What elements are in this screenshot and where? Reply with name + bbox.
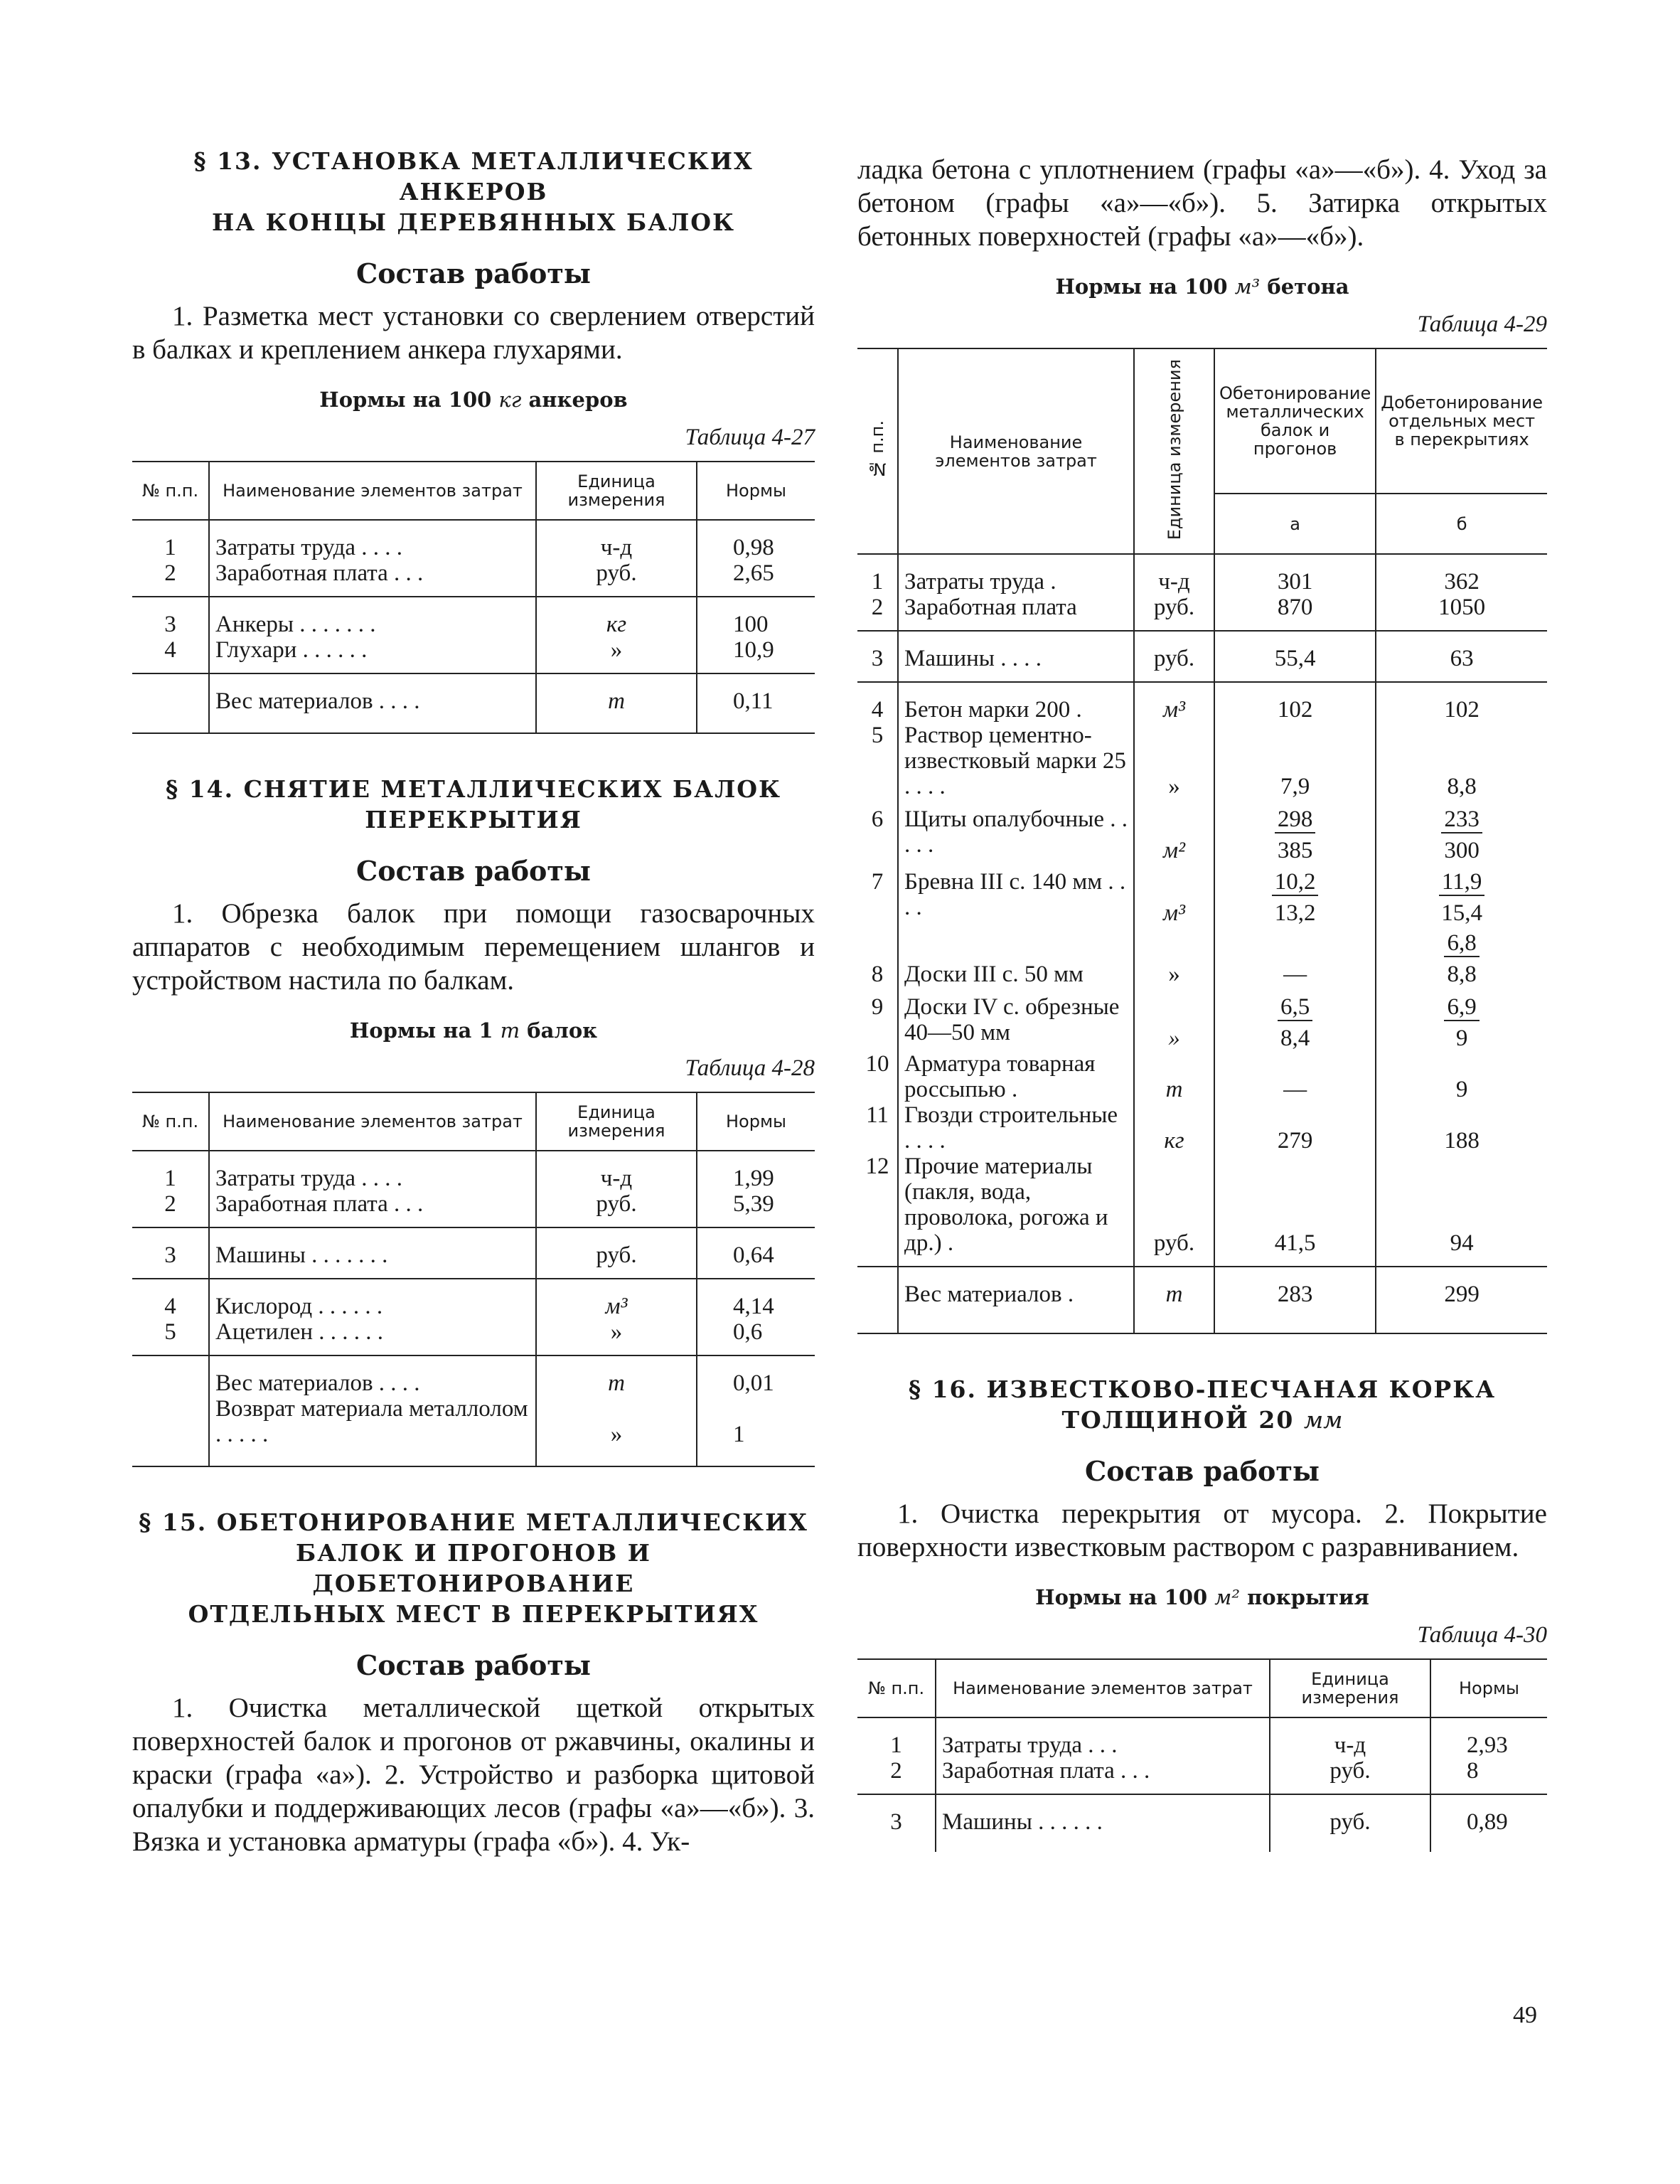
header-norms: Нормы <box>697 462 815 520</box>
row-number: 1 <box>164 1166 176 1191</box>
row-name: Заработная плата . . . <box>936 1758 1270 1794</box>
row-number: 5 <box>871 723 884 749</box>
section-14-norms-heading <box>132 1018 815 1043</box>
row-name: Машины . . . . <box>898 631 1134 682</box>
row-name: Затраты труда . . . . <box>209 520 536 560</box>
row-number: 2 <box>132 1191 209 1227</box>
fraction-top: 6,5 <box>1278 994 1312 1021</box>
table-row <box>857 1102 1547 1154</box>
row-number <box>857 1267 898 1333</box>
header-column-b: б <box>1376 494 1547 554</box>
row-name: Ацетилен . . . . . . <box>209 1319 536 1355</box>
row-name: Машины . . . . . . . <box>209 1227 536 1279</box>
row-unit: руб. <box>536 1191 697 1227</box>
section-14-title <box>132 774 815 835</box>
row-name: Машины . . . . . . <box>936 1794 1270 1852</box>
fraction-top: 233 <box>1441 806 1482 833</box>
table-row <box>132 597 815 637</box>
table-4-28 <box>132 1092 815 1467</box>
section-15-subtitle: Состав работы <box>355 1649 592 1681</box>
row-value-b: 94 <box>1376 1154 1547 1267</box>
row-unit: руб. <box>1134 631 1214 682</box>
header-norms: Нормы <box>1430 1659 1547 1717</box>
table-row <box>857 926 1547 987</box>
table-row <box>132 520 815 560</box>
row-value-b <box>1376 863 1547 926</box>
fraction-bottom: 15,4 <box>1441 900 1482 927</box>
header-unit <box>1134 348 1214 554</box>
fraction <box>1439 869 1485 926</box>
row-unit: » <box>536 1319 697 1355</box>
row-value-a: 55,4 <box>1214 631 1376 682</box>
row-name: Бетон марки 200 . <box>898 682 1134 723</box>
row-unit: » <box>1134 987 1214 1051</box>
row-unit: » <box>536 637 697 673</box>
row-unit: т <box>1134 1267 1214 1333</box>
row-value-b <box>1376 926 1547 987</box>
row-number: 6 <box>871 806 884 833</box>
fraction <box>1278 994 1312 1051</box>
row-name: Затраты труда . . . . <box>209 1151 536 1191</box>
row-unit: ч-д <box>536 520 697 560</box>
row-number: 1 <box>871 569 884 595</box>
row-number: 9 <box>871 994 884 1021</box>
table-row <box>857 554 1547 595</box>
row-unit: » <box>1134 723 1214 799</box>
left-column <box>132 146 815 1880</box>
table-row <box>857 723 1547 799</box>
section-14-title-line: ПЕРЕКРЫТИЯ <box>365 806 582 833</box>
row-number: 3 <box>890 1809 902 1836</box>
header-number: № п.п. <box>132 462 209 520</box>
row-value-a: 301 <box>1214 554 1376 595</box>
row-name: Заработная плата . . . <box>209 560 536 597</box>
row-value: 100 <box>697 597 815 637</box>
table-4-27 <box>132 461 815 734</box>
row-name: Раствор цементно-известковый марки 25 . . . . <box>898 723 1134 799</box>
row-unit: т <box>536 1355 697 1396</box>
fraction-bottom: 300 <box>1444 838 1480 864</box>
row-unit: » <box>1134 926 1214 987</box>
section-14-text: 1. Обрезка балок при помощи газосварочных аппаратов с необходимым перемещением шлангов и устройством настила по балкам. <box>132 898 815 996</box>
norms-suffix: покрытия <box>1239 1585 1369 1610</box>
table-row <box>857 863 1547 926</box>
row-value-a: — <box>1214 1051 1376 1102</box>
norms-prefix: Нормы на 100 <box>319 388 499 412</box>
table-row <box>132 1355 815 1396</box>
row-value-a: 41,5 <box>1214 1154 1376 1267</box>
row-name: Глухари . . . . . . <box>209 637 536 673</box>
header-unit-text: Единица измерения <box>1164 359 1184 540</box>
norms-prefix: Нормы на 1 <box>349 1018 501 1043</box>
row-value: 10,9 <box>697 637 815 673</box>
section-15-text-continued: ладка бетона с уплотнением (графы «а»—«б»). 4. Уход за бетоном (графы «а»—«б»). 5. Затирка открытых бетонных поверхностей (графы «а»—«б»). <box>857 154 1547 252</box>
section-13-title-line: НА КОНЦЫ ДЕРЕВЯННЫХ БАЛОК <box>211 208 736 236</box>
header-unit: Единица измерения <box>536 1092 697 1151</box>
row-unit: ч-д <box>1134 554 1214 595</box>
row-number: 7 <box>871 869 884 895</box>
header-name: Наименование элементов затрат <box>936 1659 1270 1717</box>
section-13-norms-heading <box>132 388 815 412</box>
table-row <box>857 1154 1547 1267</box>
norms-unit: м² <box>1214 1585 1240 1610</box>
header-number: № п.п. <box>857 1659 936 1717</box>
row-name: Гвозди строительные . . . . <box>898 1102 1134 1154</box>
row-value: 0,6 <box>697 1319 815 1355</box>
row-name: Кислород . . . . . . <box>209 1279 536 1319</box>
row-unit: ч-д <box>536 1151 697 1191</box>
header-unit: Единица измерения <box>1270 1659 1430 1717</box>
row-unit: т <box>536 673 697 733</box>
row-value-b: 1050 <box>1376 595 1547 631</box>
section-15-text-start: 1. Очистка металлической щеткой открытых поверхностей балок и прогонов от ржавчины, окалины и краски (графа «а»). 2. Устройство и разборка щитовой опалубки и поддерживающих лесов (графы «а»—«б»). 3. Вязка и установка арматуры (графа «б»). 4. Ук- <box>132 1693 815 1857</box>
row-name: Вес материалов . . . . <box>209 1355 536 1396</box>
row-value: 0,01 <box>697 1355 815 1396</box>
row-unit: т <box>1134 1051 1214 1102</box>
row-name: Вес материалов . <box>898 1267 1134 1333</box>
section-15-norms-heading <box>857 275 1547 299</box>
section-14-title-line: § 14. СНЯТИЕ МЕТАЛЛИЧЕСКИХ БАЛОК <box>165 775 782 803</box>
row-unit: м³ <box>536 1279 697 1319</box>
row-number: 5 <box>132 1319 209 1355</box>
row-number: 1 <box>890 1732 902 1759</box>
norms-prefix: Нормы на 100 <box>1035 1585 1215 1610</box>
row-name: Заработная плата <box>898 595 1134 631</box>
fraction-top: 6,8 <box>1444 930 1479 957</box>
table-row <box>132 1279 815 1319</box>
table-4-29 <box>857 348 1547 1334</box>
header-number: № п.п. <box>132 1092 209 1151</box>
norms-unit: м³ <box>1234 275 1261 299</box>
row-value: 0,64 <box>697 1227 815 1279</box>
row-value-b: 8,8 <box>1376 723 1547 799</box>
table-4-27-caption: Таблица 4-27 <box>685 425 815 450</box>
row-number: 4 <box>132 637 209 673</box>
row-number: 2 <box>857 595 898 631</box>
fraction <box>1272 869 1319 926</box>
table-4-29-caption: Таблица 4-29 <box>1417 311 1547 337</box>
row-value-a: 102 <box>1214 682 1376 723</box>
section-13-title-line: § 13. УСТАНОВКА МЕТАЛЛИЧЕСКИХ АНКЕРОВ <box>193 147 754 206</box>
row-name: Бревна III с. 140 мм . . . . <box>898 863 1134 926</box>
section-14-subtitle: Состав работы <box>355 855 592 887</box>
table-row <box>132 1319 815 1355</box>
table-row <box>132 1151 815 1191</box>
norms-unit: т <box>500 1018 520 1043</box>
row-value-b: 188 <box>1376 1102 1547 1154</box>
table-row <box>857 799 1547 863</box>
norms-suffix: балок <box>520 1018 598 1043</box>
section-16-text: 1. Очистка перекрытия от мусора. 2. Покрытие поверхности известковым раствором с разравниванием. <box>857 1498 1547 1563</box>
norms-suffix: анкеров <box>521 388 628 412</box>
row-value: 1 <box>697 1396 815 1466</box>
table-row <box>857 631 1547 682</box>
row-number <box>132 1355 209 1396</box>
section-15-title <box>132 1507 815 1629</box>
row-value-a <box>1214 863 1376 926</box>
header-number <box>857 348 898 554</box>
row-name: Затраты труда . <box>898 554 1134 595</box>
row-value: 8 <box>1430 1758 1547 1794</box>
row-unit: » <box>536 1396 697 1466</box>
row-value-b: 63 <box>1376 631 1547 682</box>
row-number: 4 <box>164 1294 176 1319</box>
section-13-title <box>132 146 815 238</box>
section-16-title <box>857 1374 1547 1435</box>
row-value-b <box>1376 799 1547 863</box>
row-value-a <box>1214 799 1376 863</box>
norms-suffix: бетона <box>1260 275 1349 299</box>
section-13-text: 1. Разметка мест установки со сверлением отверстий в балках и креплением анкера глухарями. <box>132 301 815 365</box>
header-column-a-title: Обетонирование металлических балок и прогонов <box>1214 348 1376 494</box>
row-unit: руб. <box>536 560 697 597</box>
row-value-a: 279 <box>1214 1102 1376 1154</box>
section-15-title-line: БАЛОК И ПРОГОНОВ И ДОБЕТОНИРОВАНИЕ <box>296 1539 651 1597</box>
table-row <box>857 595 1547 631</box>
row-number: 3 <box>132 1227 209 1279</box>
header-unit: Единица измерения <box>536 462 697 520</box>
fraction-bottom: 13,2 <box>1274 900 1316 927</box>
fraction-top: 10,2 <box>1272 869 1319 896</box>
fraction <box>1444 930 1479 987</box>
page-number: 49 <box>1513 2002 1537 2028</box>
row-value-b <box>1376 987 1547 1051</box>
table-row <box>857 1794 1547 1852</box>
fraction-bottom: 8,4 <box>1280 1026 1310 1052</box>
fraction-top: 11,9 <box>1439 869 1485 896</box>
section-16-norms-heading <box>857 1585 1547 1609</box>
table-row <box>132 1396 815 1466</box>
table-row <box>857 1267 1547 1333</box>
header-norms: Нормы <box>697 1092 815 1151</box>
table-row <box>857 682 1547 723</box>
row-name: Щиты опалубочные . . . . . <box>898 799 1134 863</box>
row-value-a: 7,9 <box>1214 723 1376 799</box>
fraction <box>1275 806 1316 863</box>
fraction-bottom: 9 <box>1455 1026 1468 1052</box>
row-number: 10 <box>865 1051 889 1077</box>
row-unit: ч-д <box>1270 1717 1430 1758</box>
row-value: 0,89 <box>1430 1794 1547 1852</box>
row-unit: руб. <box>1134 1154 1214 1267</box>
row-name: Заработная плата . . . <box>209 1191 536 1227</box>
row-unit: кг <box>1134 1102 1214 1154</box>
table-row <box>857 1717 1547 1758</box>
row-name: Доски III с. 50 мм <box>898 926 1134 987</box>
row-name: Прочие материалы (пакля, вода, проволока, рогожа и др.) . <box>898 1154 1134 1267</box>
table-row <box>132 1227 815 1279</box>
table-4-30 <box>857 1658 1547 1852</box>
row-number: 4 <box>871 697 884 723</box>
fraction <box>1444 994 1479 1051</box>
header-column-a: а <box>1214 494 1376 554</box>
row-value: 0,11 <box>697 673 815 733</box>
table-row <box>857 987 1547 1051</box>
norms-prefix: Нормы на 100 <box>1055 275 1235 299</box>
row-name: Вес материалов . . . . <box>209 673 536 733</box>
fraction <box>1441 806 1482 863</box>
section-16-title-line <box>857 1405 1547 1435</box>
row-name: Арматура товарная россыпью . <box>898 1051 1134 1102</box>
row-value-b: 362 <box>1376 554 1547 595</box>
row-name: Затраты труда . . . <box>936 1717 1270 1758</box>
row-number: 3 <box>164 612 176 637</box>
row-unit: кг <box>536 597 697 637</box>
header-name: Наименование элементов затрат <box>209 462 536 520</box>
row-number: 3 <box>857 631 898 682</box>
header-name: Наименование элементов затрат <box>898 348 1134 554</box>
table-row <box>132 1191 815 1227</box>
header-name: Наименование элементов затрат <box>209 1092 536 1151</box>
row-name: Возврат материала металлолом . . . . . <box>209 1396 536 1466</box>
row-value-a: 283 <box>1214 1267 1376 1333</box>
right-column <box>857 153 1547 1892</box>
row-value: 2,93 <box>1430 1717 1547 1758</box>
row-number: 2 <box>132 560 209 597</box>
table-row <box>132 560 815 597</box>
row-unit: м³ <box>1134 682 1214 723</box>
section-16-title-text: ТОЛЩИНОЙ 20 <box>1061 1406 1295 1434</box>
row-number: 2 <box>857 1758 936 1794</box>
table-row <box>857 1758 1547 1794</box>
row-unit: руб. <box>536 1227 697 1279</box>
fraction-bottom: 385 <box>1277 838 1313 864</box>
row-name: Анкеры . . . . . . . <box>209 597 536 637</box>
row-value-a: — <box>1214 926 1376 987</box>
section-13-subtitle: Состав работы <box>355 257 592 289</box>
table-4-28-caption: Таблица 4-28 <box>685 1055 815 1081</box>
row-unit: м² <box>1134 799 1214 863</box>
row-value: 5,39 <box>697 1191 815 1227</box>
row-value: 1,99 <box>697 1151 815 1191</box>
row-number <box>132 1396 209 1466</box>
section-16-title-line: § 16. ИЗВЕСТКОВО-ПЕСЧАНАЯ КОРКА <box>908 1375 1497 1404</box>
section-15-title-line: § 15. ОБЕТОНИРОВАНИЕ МЕТАЛЛИЧЕСКИХ <box>139 1508 808 1536</box>
table-row <box>132 637 815 673</box>
header-column-b-title: Добетонирование отдельных мест в перекрытиях <box>1376 348 1547 494</box>
row-unit: руб. <box>1134 595 1214 631</box>
table-row <box>857 1051 1547 1102</box>
row-value-a <box>1214 987 1376 1051</box>
table-4-30-caption: Таблица 4-30 <box>1417 1622 1547 1648</box>
fraction-bottom: 8,8 <box>1447 962 1477 988</box>
row-value-b: 102 <box>1376 682 1547 723</box>
row-number: 11 <box>866 1102 889 1129</box>
row-value: 4,14 <box>697 1279 815 1319</box>
norms-unit: кг <box>498 388 522 412</box>
row-number: 8 <box>871 962 884 988</box>
row-unit: руб. <box>1270 1758 1430 1794</box>
row-unit: руб. <box>1270 1794 1430 1852</box>
row-value: 2,65 <box>697 560 815 597</box>
section-16-title-unit: мм <box>1303 1406 1343 1434</box>
section-16-subtitle: Состав работы <box>1084 1455 1320 1488</box>
row-number <box>132 673 209 733</box>
fraction-top: 6,9 <box>1444 994 1479 1021</box>
header-number-text: № п.п. <box>867 420 888 479</box>
section-15-title-line: ОТДЕЛЬНЫХ МЕСТ В ПЕРЕКРЫТИЯХ <box>188 1600 759 1628</box>
row-value-a: 870 <box>1214 595 1376 631</box>
row-number: 1 <box>164 535 176 560</box>
table-row <box>132 673 815 733</box>
row-number: 12 <box>857 1154 898 1267</box>
fraction-top: 298 <box>1275 806 1316 833</box>
row-name: Доски IV с. обрезные 40—50 мм <box>898 987 1134 1051</box>
row-unit: м³ <box>1134 863 1214 926</box>
row-value: 0,98 <box>697 520 815 560</box>
row-value-b: 9 <box>1376 1051 1547 1102</box>
row-value-b: 299 <box>1376 1267 1547 1333</box>
